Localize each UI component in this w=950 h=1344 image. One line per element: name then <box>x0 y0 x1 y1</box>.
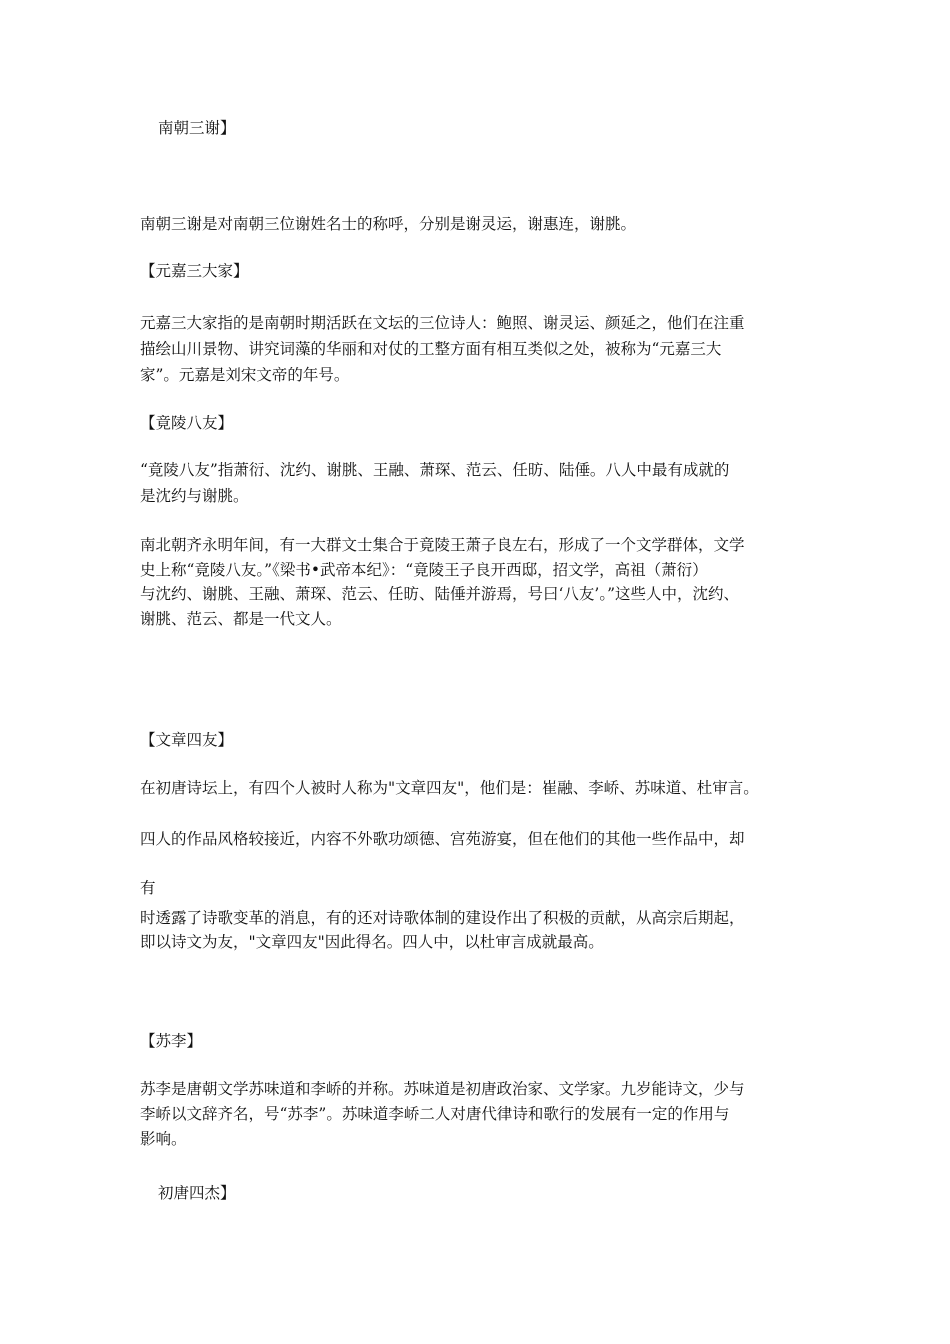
paragraph-line: “竟陵八友”指萧衍、沈约、谢朓、王融、萧琛、范云、任昉、陆倕。八人中最有成就的 <box>140 461 730 479</box>
paragraph-line: 元嘉三大家指的是南朝时期活跃在文坛的三位诗人：鲍照、谢灵运、颜延之，他们在注重 <box>140 314 745 332</box>
paragraph-wenzhang-2: 四人的作品风格较接近，内容不外歌功颂德、宫苑游宴，但在他们的其他一些作品中，却 <box>140 830 745 848</box>
paragraph-line: 与沈约、谢朓、王融、萧琛、范云、任昉、陆倕并游焉，号曰‘八友’。”这些人中，沈约、 <box>140 585 740 603</box>
paragraph-line: 时透露了诗歌变革的消息，有的还对诗歌体制的建设作出了积极的贡献，从高宗后期起， <box>140 909 745 927</box>
paragraph-line: 家”。元嘉是刘宋文帝的年号。 <box>140 366 350 384</box>
paragraph-line: 史上称“竟陵八友。”《梁书•武帝本纪》：“竟陵王子良开西邸，招文学，高祖（萧衍） <box>140 561 708 579</box>
section-heading-chutang: 初唐四杰】 <box>158 1184 236 1202</box>
paragraph-line: 影响。 <box>140 1130 187 1148</box>
paragraph-wenzhang-1: 在初唐诗坛上，有四个人被时人称为"文章四友"，他们是：崔融、李峤、苏味道、杜审言。 <box>140 779 759 797</box>
section-heading-yuanjia: 【元嘉三大家】 <box>140 262 249 280</box>
section-heading-wenzhang: 【文章四友】 <box>140 731 234 749</box>
paragraph-nanchao-sanxie: 南朝三谢是对南朝三位谢姓名士的称呼，分别是谢灵运，谢惠连，谢朓。 <box>140 215 637 233</box>
section-heading-suli: 【苏李】 <box>140 1032 203 1050</box>
section-heading-nanchao-sanxie: 南朝三谢】 <box>158 119 236 137</box>
paragraph-line: 谢朓、范云、都是一代文人。 <box>140 610 342 628</box>
paragraph-line: 即以诗文为友，"文章四友"因此得名。四人中，以杜审言成就最高。 <box>140 933 604 951</box>
paragraph-line: 描绘山川景物、讲究词藻的华丽和对仗的工整方面有相互类似之处，被称为“元嘉三大 <box>140 340 722 358</box>
paragraph-line: 南北朝齐永明年间，有一大群文士集合于竟陵王萧子良左右，形成了一个文学群体，文学 <box>140 536 745 554</box>
paragraph-line: 是沈约与谢朓。 <box>140 487 249 505</box>
paragraph-line: 有 <box>140 879 156 897</box>
section-heading-jingling: 【竟陵八友】 <box>140 414 234 432</box>
paragraph-line: 李峤以文辞齐名，号“苏李”。苏味道李峤二人对唐代律诗和歌行的发展有一定的作用与 <box>140 1105 730 1123</box>
paragraph-line: 苏李是唐朝文学苏味道和李峤的并称。苏味道是初唐政治家、文学家。九岁能诗文，少与 <box>140 1080 745 1098</box>
